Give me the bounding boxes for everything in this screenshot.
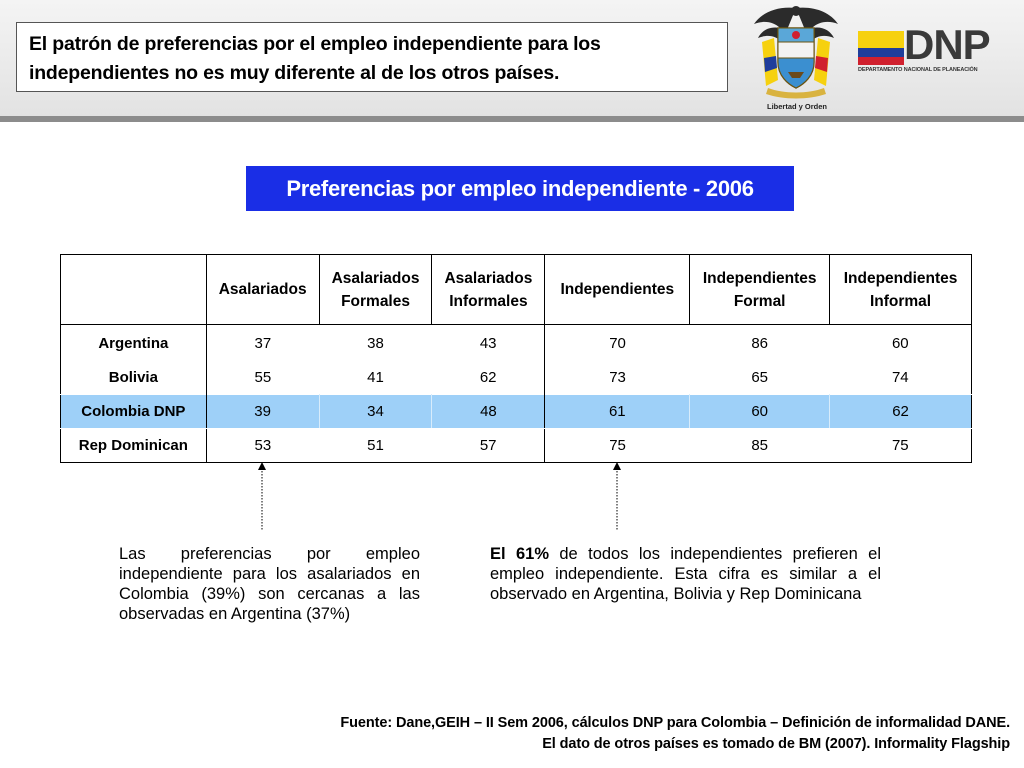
column-header: Asalariados Formales bbox=[319, 255, 432, 325]
table-cell: 41 bbox=[367, 369, 384, 386]
column-header: Asalariados bbox=[206, 255, 319, 325]
table-cell: 43 bbox=[432, 325, 545, 362]
table-cell: 85 bbox=[751, 437, 768, 454]
table-cell: 60 bbox=[891, 334, 909, 352]
table-cell: 38 bbox=[367, 334, 384, 352]
table-cell: 86 bbox=[751, 334, 768, 352]
column-header: Asalariados Informales bbox=[432, 255, 545, 325]
table-cell: 75 bbox=[609, 437, 626, 454]
table-header-row bbox=[61, 255, 972, 325]
slide-title: El patrón de preferencias por el empleo independiente para los independientes no es muy diferente al de los otros países. bbox=[16, 22, 728, 92]
table-cell: 61 bbox=[545, 395, 690, 429]
table-cell: 48 bbox=[432, 395, 545, 429]
table-cell: 55 bbox=[254, 369, 272, 386]
column-header: Independientes bbox=[545, 255, 690, 325]
table-row-highlighted bbox=[61, 395, 972, 429]
row-label: Bolivia bbox=[61, 361, 207, 395]
table-cell: 34 bbox=[319, 395, 432, 429]
arrow-up-icon bbox=[612, 462, 622, 530]
table-cell: 62 bbox=[432, 361, 545, 395]
arrow-up-icon bbox=[257, 462, 267, 530]
dnp-logo-wordmark: DNP bbox=[904, 21, 990, 68]
colombia-flag-icon bbox=[858, 31, 904, 65]
column-header: Independientes Formal bbox=[690, 255, 830, 325]
table-cell: 73 bbox=[609, 369, 626, 386]
header-corner bbox=[61, 255, 207, 325]
table-title: Preferencias por empleo independiente - 2006 bbox=[246, 166, 794, 211]
preferences-table bbox=[60, 254, 972, 463]
row-label: Rep Dominican bbox=[61, 429, 207, 463]
column-header: Independientes Informal bbox=[830, 255, 972, 325]
header-divider bbox=[0, 116, 1024, 122]
source-line-2: El dato de otros países es tomado de BM (2007). Informality Flagship bbox=[542, 736, 1010, 752]
table-row bbox=[61, 325, 972, 362]
source-citation bbox=[340, 713, 1010, 755]
dnp-logo-subtitle: DEPARTAMENTO NACIONAL DE PLANEACIÓN bbox=[858, 67, 978, 73]
table-cell: 74 bbox=[891, 369, 909, 386]
table-cell: 53 bbox=[254, 437, 272, 454]
row-label: Argentina bbox=[61, 325, 207, 362]
table-cell: 39 bbox=[206, 395, 319, 429]
source-line-1: Fuente: Dane,GEIH – II Sem 2006, cálculos DNP para Colombia – Definición de informalidad DANE. bbox=[340, 715, 1010, 731]
row-label: Colombia DNP bbox=[61, 395, 207, 429]
coat-of-arms-caption: Libertad y Orden bbox=[766, 102, 827, 111]
coat-of-arms-icon bbox=[748, 2, 844, 100]
table-cell: 57 bbox=[432, 429, 545, 463]
table-cell: 75 bbox=[891, 437, 909, 454]
table-row bbox=[61, 361, 972, 395]
table-cell: 62 bbox=[830, 395, 972, 429]
note-right bbox=[490, 544, 881, 604]
note-left: Las preferencias por empleo independiente para los asalariados en Colombia (39%) son cercanas a las observadas en Argentina (37%) bbox=[119, 545, 420, 623]
table-cell: 70 bbox=[609, 334, 626, 352]
table-cell: 60 bbox=[690, 395, 830, 429]
note-right-highlight: El 61% bbox=[490, 545, 549, 563]
table-row bbox=[61, 429, 972, 463]
table-cell: 65 bbox=[751, 369, 768, 386]
table-cell: 51 bbox=[367, 437, 384, 454]
table-cell: 37 bbox=[254, 334, 272, 352]
note-right-text: de todos los independientes prefieren el empleo independiente. Esta cifra es similar a el observado en Argentina, Bolivia y Rep Dominicana bbox=[490, 545, 881, 603]
